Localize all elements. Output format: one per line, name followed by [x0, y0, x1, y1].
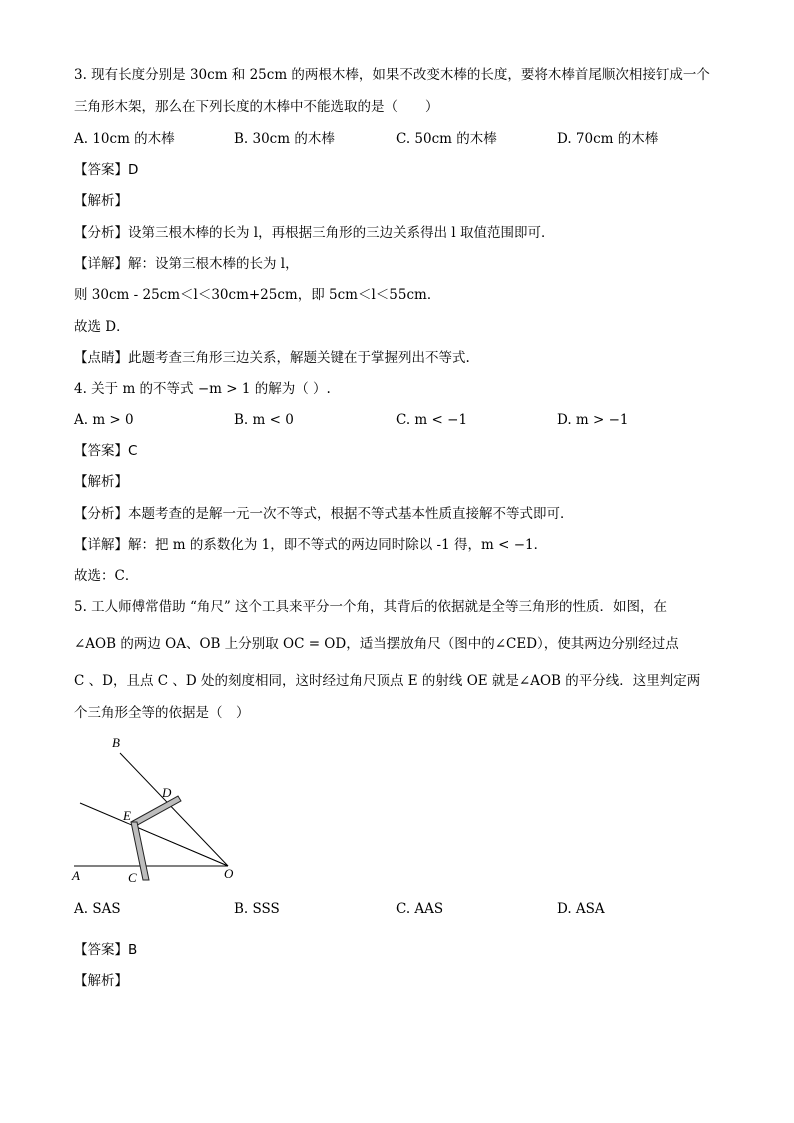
- q5-stem-line3: C 、D，且点 C 、D 处的刻度相同，这时经过角尺顶点 E 的射线 OE 就是∠AOB 的平分线．这里判定两: [74, 673, 701, 689]
- q5-answer: 【答案】B: [74, 942, 138, 958]
- q5-option-b: B. SSS: [234, 901, 280, 917]
- angle-bisector-figure: [68, 730, 248, 885]
- q3-choose: 故选 D．: [74, 319, 130, 335]
- q4-option-a: A. m > 0: [74, 412, 134, 428]
- label-d: D: [162, 785, 172, 800]
- q5-jiexi-heading: 【解析】: [74, 973, 128, 989]
- q3-option-c: C. 50cm 的木棒: [396, 131, 497, 147]
- q5-stem-line4: 个三角形全等的依据是（ ）: [74, 705, 250, 721]
- q3-detail: 【详解】解：设第三根木棒的长为 l，: [74, 256, 299, 272]
- q3-analysis: 【分析】设第三根木棒的长为 l，再根据三角形的三边关系得出 l 取值范围即可．: [74, 225, 555, 241]
- label-e: E: [123, 808, 131, 823]
- q4-option-b: B. m < 0: [234, 412, 294, 428]
- q4-analysis: 【分析】本题考查的是解一元一次不等式，根据不等式基本性质直接解不等式即可．: [74, 506, 574, 522]
- q4-detail: 【详解】解：把 m 的系数化为 1，即不等式的两边同时除以 -1 得，m < −1．: [74, 537, 548, 553]
- q5-stem-line1: 5. 工人师傅常借助 “角尺” 这个工具来平分一个角，其背后的依据就是全等三角形的性质．如图，在: [74, 599, 668, 615]
- q3-stem-line1: 3. 现有长度分别是 30cm 和 25cm 的两根木棒，如果不改变木棒的长度，要将木棒首尾顺次相接钉成一个: [74, 67, 710, 83]
- q3-option-b: B. 30cm 的木棒: [234, 131, 335, 147]
- q4-option-c: C. m < −1: [396, 412, 468, 428]
- q5-option-a: A. SAS: [74, 901, 121, 917]
- q3-option-a: A. 10cm 的木棒: [74, 131, 175, 147]
- q4-choose: 故选：C．: [74, 568, 139, 584]
- label-o: O: [224, 866, 234, 881]
- label-c: C: [128, 870, 137, 885]
- q5-option-d: D. ASA: [557, 901, 605, 917]
- q3-stem-line2: 三角形木架，那么在下列长度的木棒中不能选取的是（ ）: [74, 99, 439, 115]
- q5-stem-line2: ∠AOB 的两边 OA、OB 上分别取 OC = OD，适当摆放角尺（图中的∠CED），使其两边分别经过点: [74, 636, 679, 652]
- q5-option-c: C. AAS: [396, 901, 444, 917]
- q4-answer: 【答案】C: [74, 443, 138, 459]
- q3-jiexi-heading: 【解析】: [74, 193, 128, 209]
- q3-answer: 【答案】D: [74, 162, 139, 178]
- q3-calculation: 则 30cm - 25cm＜l＜30cm+25cm，即 5cm＜l＜55cm．: [74, 287, 441, 303]
- segment-eo: [134, 826, 228, 866]
- label-a: A: [72, 868, 80, 883]
- q4-option-d: D. m > −1: [557, 412, 629, 428]
- q4-jiexi-heading: 【解析】: [74, 474, 128, 490]
- square-arm-ed: [131, 796, 181, 827]
- label-b: B: [112, 735, 120, 750]
- q3-option-d: D. 70cm 的木棒: [557, 131, 659, 147]
- q4-stem: 4. 关于 m 的不等式 −m > 1 的解为（ ）.: [74, 381, 331, 397]
- q3-comment: 【点睛】此题考查三角形三边关系，解题关键在于掌握列出不等式.: [74, 350, 470, 366]
